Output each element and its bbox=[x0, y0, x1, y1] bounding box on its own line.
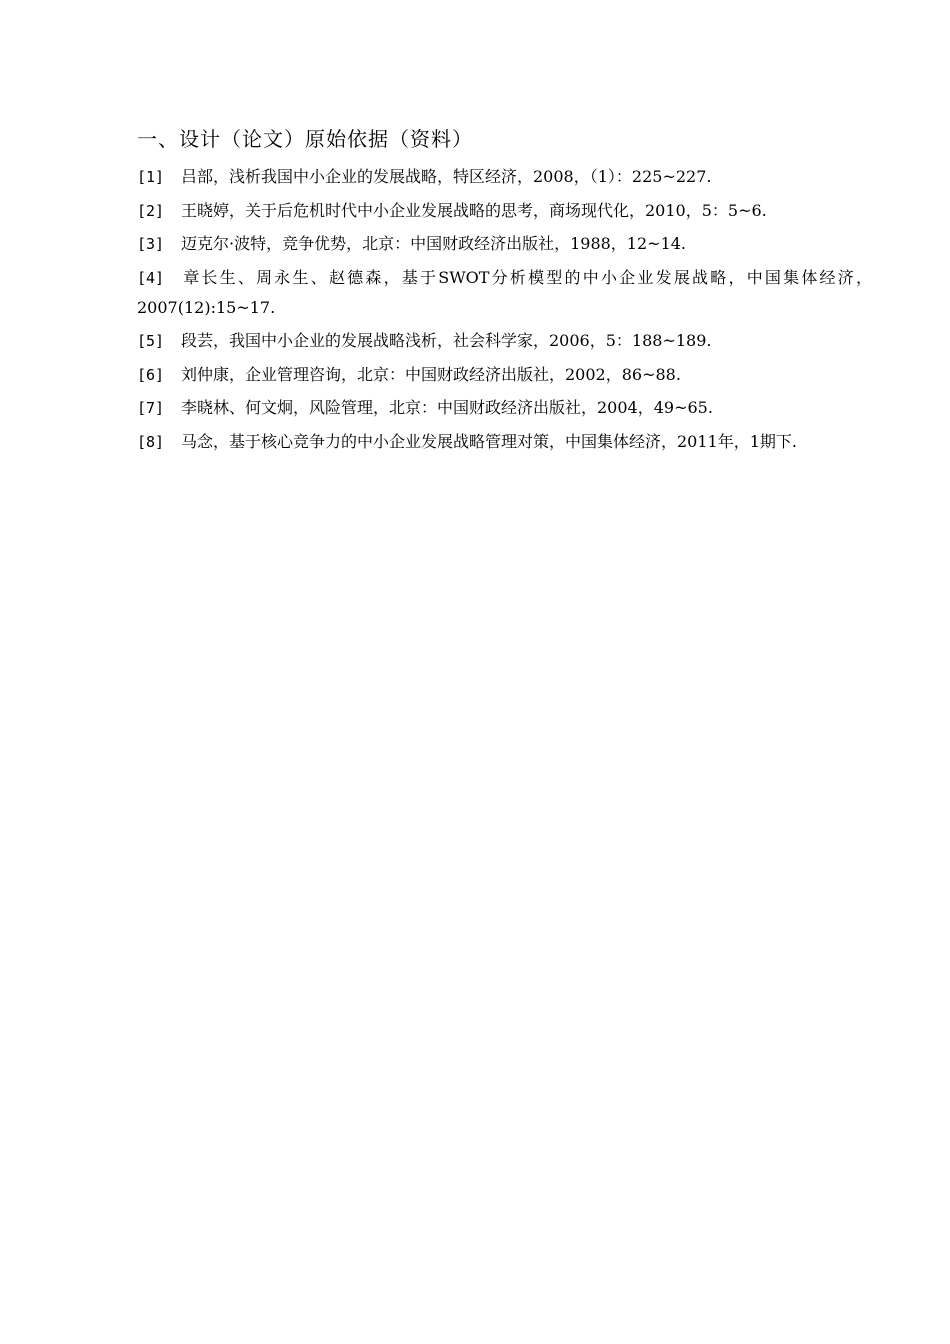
reference-number: [4] bbox=[137, 268, 165, 287]
document-page bbox=[137, 124, 872, 460]
reference-number: [6] bbox=[137, 365, 165, 384]
section-heading: 一、设计（论文）原始依据（资料） bbox=[137, 127, 473, 151]
reference-text: 迈克尔·波特，竞争优势，北京：中国财政经济出版社，1988，12~14. bbox=[181, 234, 687, 253]
reference-item bbox=[137, 393, 872, 423]
reference-item bbox=[137, 427, 872, 457]
reference-text: 马念，基于核心竞争力的中小企业发展战略管理对策，中国集体经济，2011年，1期下. bbox=[181, 431, 797, 451]
reference-text: 刘仲康，企业管理咨询，北京：中国财政经济出版社，2002，86~88. bbox=[181, 364, 681, 384]
reference-item bbox=[137, 229, 872, 259]
reference-text: 章长生、周永生、赵德森，基于SWOT分析模型的中小企业发展战略，中国集体经济，2007(12):15~17. bbox=[137, 267, 872, 317]
reference-text: 段芸，我国中小企业的发展战略浅析，社会科学家，2006，5：188~189. bbox=[181, 331, 712, 350]
reference-text: 王晓婷，关于后危机时代中小企业发展战略的思考，商场现代化，2010，5：5~6. bbox=[181, 200, 767, 220]
reference-item bbox=[137, 263, 872, 323]
reference-text: 李晓林、何文炯，风险管理，北京：中国财政经济出版社，2004，49~65. bbox=[181, 398, 713, 417]
reference-item bbox=[137, 326, 872, 356]
reference-number: [7] bbox=[137, 399, 165, 417]
reference-item bbox=[137, 196, 872, 226]
reference-number: [1] bbox=[137, 168, 165, 186]
reference-text: 吕部，浅析我国中小企业的发展战略，特区经济，2008，（1）：225~227. bbox=[181, 167, 712, 186]
reference-number: [8] bbox=[137, 432, 165, 451]
reference-list bbox=[137, 162, 872, 457]
reference-item bbox=[137, 360, 872, 390]
reference-number: [2] bbox=[137, 201, 165, 220]
reference-number: [5] bbox=[137, 332, 165, 350]
reference-number: [3] bbox=[137, 235, 165, 253]
reference-item bbox=[137, 162, 872, 192]
